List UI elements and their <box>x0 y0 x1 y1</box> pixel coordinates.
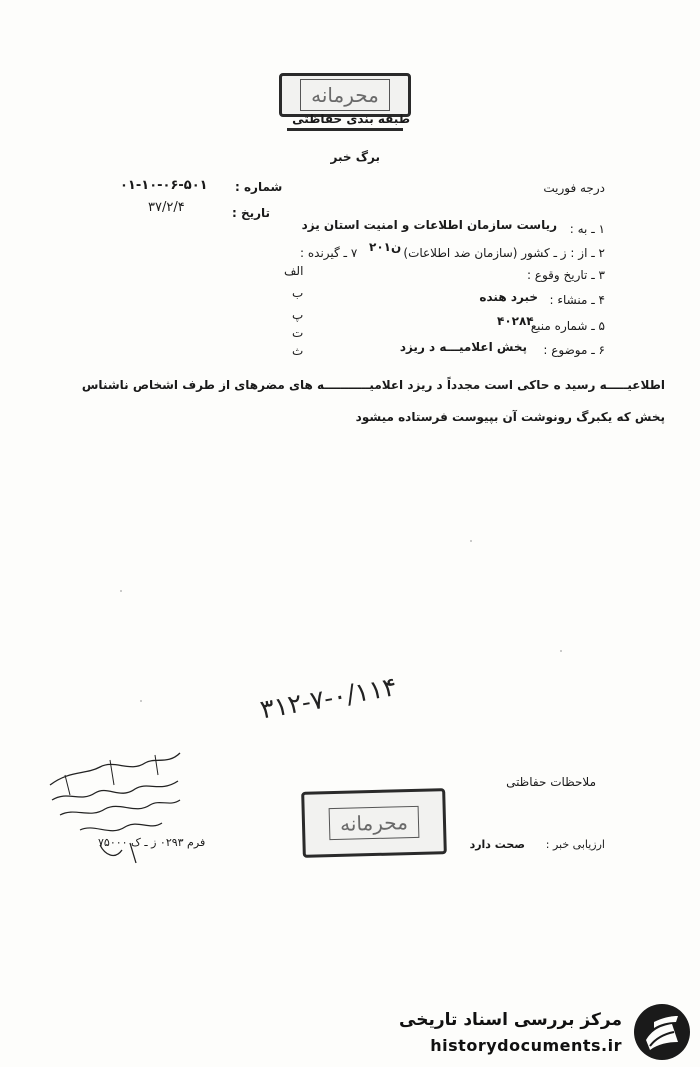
priority-label: درجه فوریت <box>543 181 605 195</box>
field-receiver-label: ۷ ـ گیرنده : <box>300 246 358 260</box>
field-from-label: ۲ ـ از : ز ـ کشور (سازمان ضد اطلاعات) <box>403 246 605 260</box>
number-label: شماره : <box>235 180 283 194</box>
date-label: تاریخ : <box>232 206 271 220</box>
classification-label: طبقه بندی حفاظتی <box>292 112 410 126</box>
field-to-value: ریاست سازمان اطلاعات و امنیت استان یزد <box>301 218 557 232</box>
field-subject-label: ۶ ـ موضوع : <box>543 343 605 357</box>
document-type: برگ خبر <box>330 150 380 164</box>
date-value: ۳۷/۲/۴ <box>148 200 185 215</box>
classification-underline <box>287 128 403 131</box>
body-line-1: اطلاعیـــــه رسید ه حاکی است مجدداً د ریزد اعلامیـــــــــــه های مضرهای از طرف اشخاص ناشناس <box>81 378 665 392</box>
stamp-bottom-text: محرمانه <box>329 806 420 840</box>
letter-se: ث <box>292 344 304 358</box>
evaluation-label: ارزیابی خبر : <box>545 838 605 851</box>
field-subject-value: پخش اعلامیـــه د ریزد <box>399 340 527 354</box>
letter-te: ت <box>292 326 304 340</box>
field-source-number-value: ۴۰۲۸۴ <box>497 314 534 328</box>
confidential-stamp-top <box>279 73 411 117</box>
stamp-top-text: محرمانه <box>300 79 390 111</box>
body-line-2: پخش که یکبرگ رونوشت آن بپیوست فرستاده میشود <box>355 410 665 424</box>
field-date-occurrence-label: ۳ ـ تاریخ وقوع : <box>526 268 605 282</box>
handwritten-signature <box>40 745 190 875</box>
field-to-label: ۱ ـ به : <box>569 222 605 236</box>
field-source-label: ۴ ـ منشاء : <box>549 293 605 307</box>
field-source-value: خبرد هنده <box>479 290 538 304</box>
site-title: مرکز بررسی اسناد تاریخی <box>399 1010 622 1030</box>
site-url[interactable]: historydocuments.ir <box>430 1036 622 1055</box>
handwritten-number: ۳۱۲-۷-۰/۱۱۴ <box>258 672 400 726</box>
letter-pe: پ <box>292 308 304 322</box>
archive-logo-icon <box>632 1002 692 1062</box>
evaluation-value: صحت دارد <box>469 838 525 851</box>
form-number: فرم ۰۲۹۳ ز ـ ک ۷۵۰۰۰ <box>98 836 206 849</box>
number-value: ۰۱-۱۰-۰۶-۵۰۱ <box>120 178 208 193</box>
confidential-stamp-bottom <box>301 788 447 858</box>
remarks-label: ملاحظات حفاظتی <box>506 775 596 789</box>
field-source-number-label: ۵ ـ شماره منبع <box>530 319 605 333</box>
letter-be: ب <box>292 286 304 300</box>
letter-alef: الف <box>284 264 304 278</box>
field-from-code: ۲۰۱ن <box>369 240 402 254</box>
